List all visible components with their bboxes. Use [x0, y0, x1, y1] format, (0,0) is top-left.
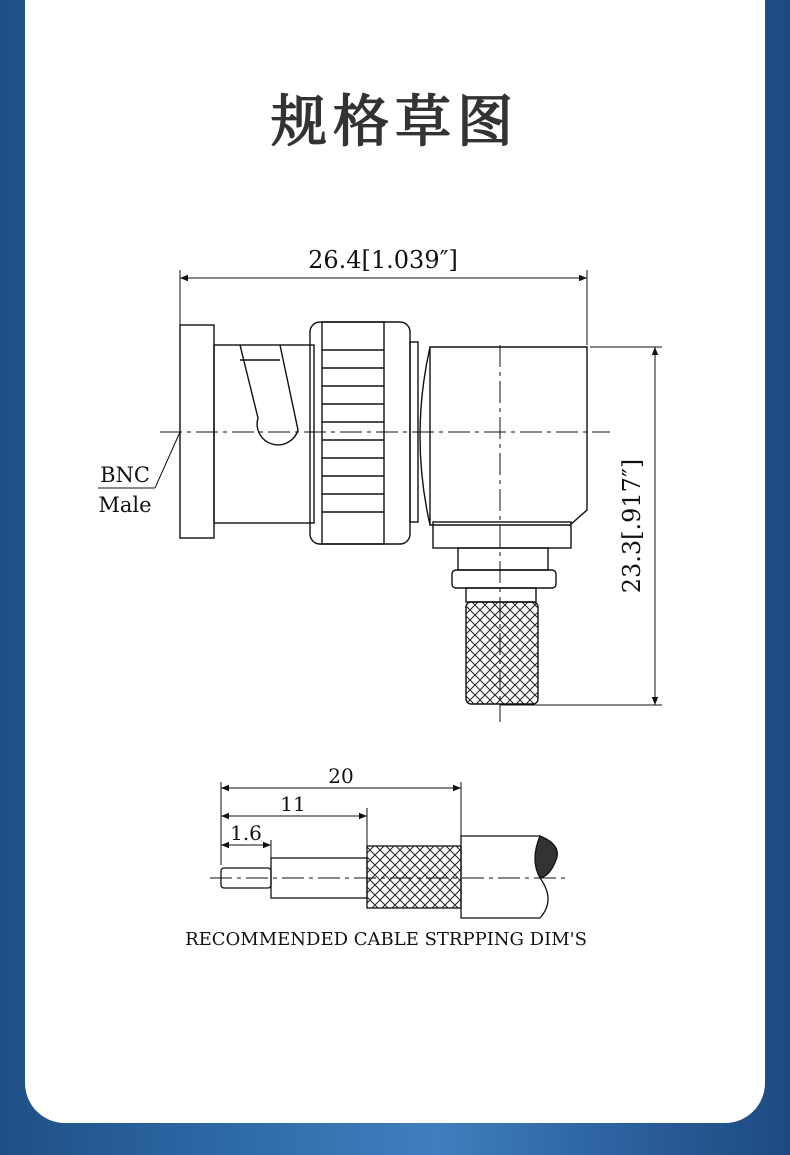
width-dimension-label: 26.4[1.039″]: [308, 246, 458, 274]
height-dimension-label: 23.3[.917″]: [618, 458, 646, 594]
dim-1-6-label: 1.6: [230, 821, 262, 845]
coupling-nut: [310, 322, 410, 544]
bnc-connector-drawing: [98, 270, 662, 722]
cable-jacket: [461, 836, 548, 918]
page-title: 规格草图: [271, 90, 519, 155]
dim-11-label: 11: [280, 792, 306, 816]
spec-drawing: [25, 0, 765, 1123]
crimp-ferrule: [466, 602, 538, 704]
right-angle-body: [420, 347, 587, 525]
connector-gender-label: Male: [98, 493, 152, 517]
dim-20-label: 20: [328, 764, 354, 788]
stripping-caption: RECOMMENDED CABLE STRPPING DIM'S: [185, 929, 587, 950]
braid: [367, 846, 461, 908]
spec-card: [25, 0, 765, 1123]
cable-stripping-drawing: [210, 782, 566, 918]
connector-type-label: BNC: [100, 463, 150, 487]
